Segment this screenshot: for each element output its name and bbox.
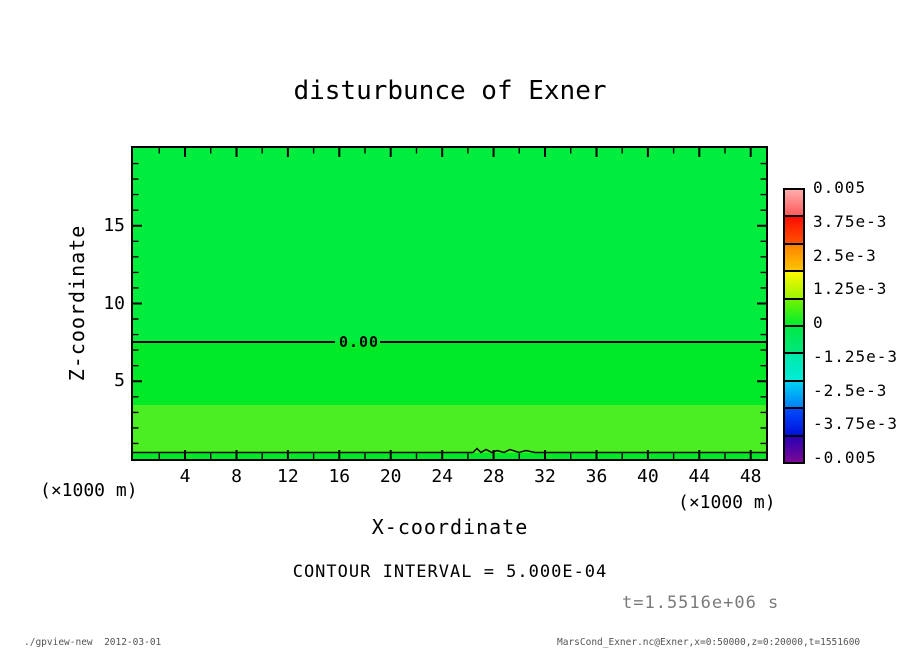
- colorbar-box: [785, 380, 803, 407]
- x-tick-label: 28: [482, 466, 505, 487]
- x-tick-label: 40: [637, 466, 659, 487]
- footer-left-text: ./gpview-new 2012-03-01: [24, 637, 162, 648]
- colorbar-box: [785, 298, 803, 325]
- x-tick-label: 36: [585, 466, 608, 487]
- x-tick-label: 20: [379, 466, 402, 487]
- colorbar-box: [785, 352, 803, 379]
- colorbar-tick-label: 0: [813, 313, 824, 332]
- axis-ticks-major: [133, 148, 766, 459]
- colorbar-box: [785, 407, 803, 434]
- x-tick-label: 8: [231, 466, 242, 487]
- colorbar-box: [785, 243, 803, 270]
- x-tick-label: 32: [534, 466, 556, 487]
- y-tick-label: 5: [114, 370, 125, 392]
- x-tick-label: 48: [739, 466, 762, 487]
- x-tick-label: 16: [328, 466, 351, 487]
- time-text: t=1.5516e+06 s: [622, 593, 780, 613]
- y-tick-label: 10: [103, 292, 125, 314]
- x-axis-title: X-coordinate: [371, 515, 529, 539]
- colorbar: [783, 188, 805, 464]
- colorbar-box: [785, 325, 803, 352]
- y-axis-title: Z-coordinate: [65, 224, 89, 382]
- colorbar-tick-label: -3.75e-3: [813, 414, 899, 434]
- colorbar-box: [785, 215, 803, 242]
- y-unit-label: (×1000 m): [40, 480, 138, 501]
- colorbar-tick-label: 1.25e-3: [813, 279, 888, 299]
- colorbar-tick-label: -1.25e-3: [813, 346, 899, 366]
- contour-zero-label: 0.00: [338, 333, 380, 351]
- x-tick-label: 24: [431, 466, 454, 487]
- colorbar-tick-label: -0.005: [813, 448, 877, 467]
- surface-contour-line: [133, 449, 766, 453]
- colorbar-box: [785, 435, 803, 462]
- x-tick-label: 4: [179, 466, 191, 487]
- axis-ticks-minor: [133, 148, 766, 459]
- colorbar-tick-label: 3.75e-3: [813, 211, 888, 231]
- contour-overlay: [133, 148, 766, 459]
- x-tick-label: 44: [688, 466, 711, 487]
- footer-right-text: MarsCond_Exner.nc@Exner,x=0:50000,z=0:20000,t=1551600: [557, 637, 861, 648]
- colorbar-box: [785, 270, 803, 297]
- plot-area: [131, 146, 768, 461]
- contour-interval-text: CONTOUR INTERVAL = 5.000E-04: [292, 562, 608, 582]
- x-unit-label: (×1000 m): [678, 492, 776, 513]
- y-tick-label: 15: [103, 214, 125, 236]
- chart-title: disturbunce of Exner: [293, 76, 607, 106]
- colorbar-box: [785, 190, 803, 215]
- colorbar-tick-label: 2.5e-3: [813, 245, 877, 265]
- colorbar-tick-label: 0.005: [813, 178, 867, 197]
- x-tick-label: 12: [277, 466, 299, 487]
- colorbar-tick-label: -2.5e-3: [813, 380, 888, 400]
